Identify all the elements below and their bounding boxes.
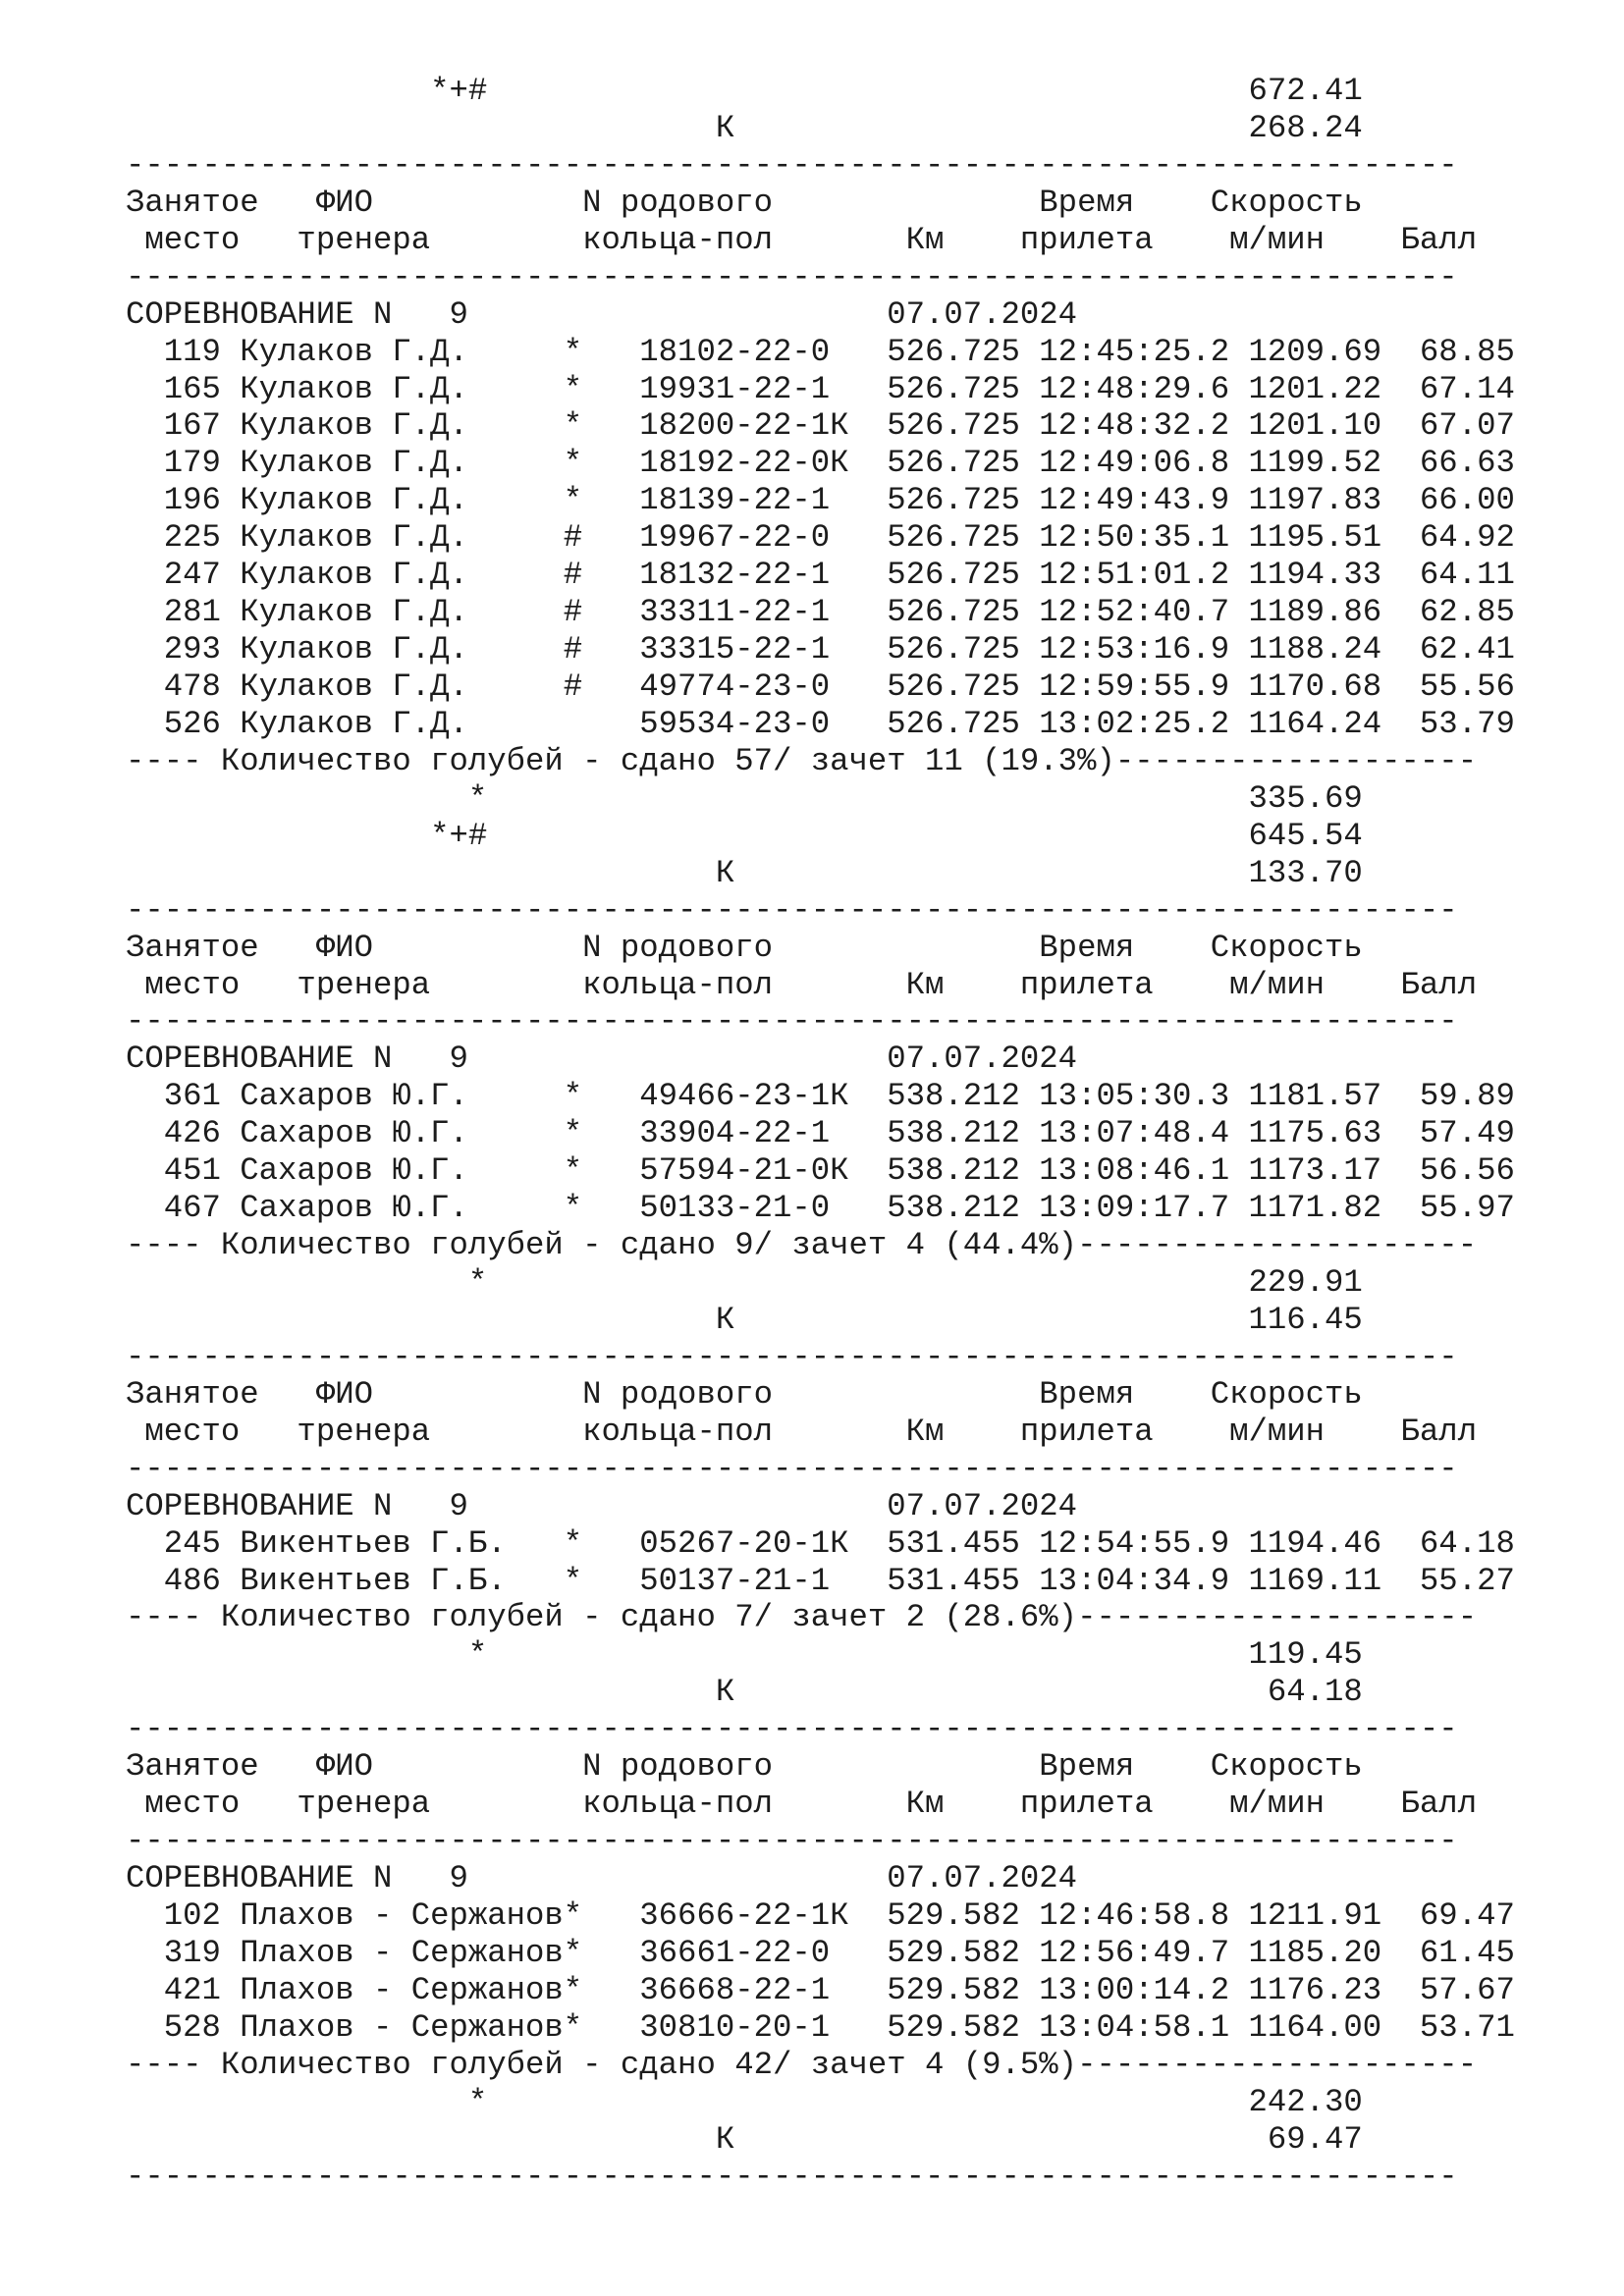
total-line: К 64.18 (126, 1674, 1363, 1711)
result-row: 486 Викентьев Г.Б. * 50137-21-1 531.455 13:04:34.9 1169.11 55.27 (126, 1562, 1515, 1599)
result-row: 467 Сахаров Ю.Г. * 50133-21-0 538.212 13:09:17.7 1171.82 55.97 (126, 1190, 1515, 1227)
result-row: 179 Кулаков Г.Д. * 18192-22-0К 526.725 12:49:06.8 1199.52 66.63 (126, 445, 1515, 482)
header-line: Занятое ФИО N родового Время Скорость (126, 929, 1363, 966)
result-row: 319 Плахов - Сержанов* 36661-22-0 529.582 12:56:49.7 1185.20 61.45 (126, 1934, 1515, 1971)
total-line: * 335.69 (126, 779, 1363, 817)
result-row: 245 Викентьев Г.Б. * 05267-20-1К 531.455 12:54:55.9 1194.46 64.18 (126, 1524, 1515, 1562)
result-row: 119 Кулаков Г.Д. * 18102-22-0 526.725 12:45:25.2 1209.69 68.85 (126, 333, 1515, 370)
separator-line: ---------------------------------------------------------------------- (126, 258, 1458, 295)
total-line: К 69.47 (126, 2120, 1363, 2158)
summary-line: ---- Количество голубей - сдано 7/ зачет 2 (28.6%)--------------------- (126, 1599, 1478, 1636)
header-line: место тренера кольца-пол Км прилета м/мин Балл (126, 1413, 1478, 1450)
result-row: 421 Плахов - Сержанов* 36668-22-1 529.582 13:00:14.2 1176.23 57.67 (126, 1971, 1515, 2008)
result-row: 478 Кулаков Г.Д. # 49774-23-0 526.725 12:59:55.9 1170.68 55.56 (126, 668, 1515, 705)
total-line: *+# 645.54 (126, 817, 1363, 854)
total-line: * 229.91 (126, 1264, 1363, 1301)
separator-line: ---------------------------------------------------------------------- (126, 1450, 1458, 1487)
summary-line: ---- Количество голубей - сдано 42/ зачет 4 (9.5%)--------------------- (126, 2046, 1478, 2083)
result-row: 426 Сахаров Ю.Г. * 33904-22-1 538.212 13:07:48.4 1175.63 57.49 (126, 1115, 1515, 1152)
result-row: 196 Кулаков Г.Д. * 18139-22-1 526.725 12:49:43.9 1197.83 66.00 (126, 482, 1515, 519)
result-row: 165 Кулаков Г.Д. * 19931-22-1 526.725 12:48:29.6 1201.22 67.14 (126, 370, 1515, 407)
result-row: 167 Кулаков Г.Д. * 18200-22-1К 526.725 12:48:32.2 1201.10 67.07 (126, 407, 1515, 445)
separator-line: ---------------------------------------------------------------------- (126, 146, 1458, 184)
result-row: 526 Кулаков Г.Д. 59534-23-0 526.725 13:02:25.2 1164.24 53.79 (126, 705, 1515, 742)
header-line: место тренера кольца-пол Км прилета м/мин Балл (126, 1786, 1478, 1823)
result-row: 451 Сахаров Ю.Г. * 57594-21-0К 538.212 13:08:46.1 1173.17 56.56 (126, 1152, 1515, 1190)
competition-line: СОРЕВНОВАНИЕ N 9 07.07.2024 (126, 1487, 1078, 1524)
result-row: 102 Плахов - Сержанов* 36666-22-1К 529.582 12:46:58.8 1211.91 69.47 (126, 1896, 1515, 1934)
header-line: место тренера кольца-пол Км прилета м/мин Балл (126, 966, 1478, 1003)
result-row: 293 Кулаков Г.Д. # 33315-22-1 526.725 12:53:16.9 1188.24 62.41 (126, 631, 1515, 668)
result-row: 225 Кулаков Г.Д. # 19967-22-0 526.725 12:50:35.1 1195.51 64.92 (126, 519, 1515, 557)
separator-line: ---------------------------------------------------------------------- (126, 1338, 1458, 1375)
total-line: * 119.45 (126, 1636, 1363, 1674)
result-row: 528 Плахов - Сержанов* 30810-20-1 529.582 13:04:58.1 1164.00 53.71 (126, 2008, 1515, 2046)
separator-line: ---------------------------------------------------------------------- (126, 1003, 1458, 1041)
competition-line: СОРЕВНОВАНИЕ N 9 07.07.2024 (126, 1860, 1078, 1896)
total-line: * 242.30 (126, 2083, 1363, 2120)
total-line: *+# 672.41 (126, 73, 1363, 109)
separator-line: ---------------------------------------------------------------------- (126, 891, 1458, 929)
header-line: Занятое ФИО N родового Время Скорость (126, 1375, 1363, 1413)
separator-line: ---------------------------------------------------------------------- (126, 1711, 1458, 1748)
summary-line: ---- Количество голубей - сдано 9/ зачет 4 (44.4%)--------------------- (126, 1227, 1478, 1264)
separator-line: ---------------------------------------------------------------------- (126, 1823, 1458, 1860)
header-line: Занятое ФИО N родового Время Скорость (126, 1748, 1363, 1786)
separator-line: ---------------------------------------------------------------------- (126, 2158, 1458, 2195)
competition-line: СОРЕВНОВАНИЕ N 9 07.07.2024 (126, 1041, 1078, 1078)
results-report (126, 73, 1515, 2195)
total-line: К 268.24 (126, 109, 1363, 146)
result-row: 281 Кулаков Г.Д. # 33311-22-1 526.725 12:52:40.7 1189.86 62.85 (126, 594, 1515, 631)
total-line: К 133.70 (126, 854, 1363, 891)
result-row: 247 Кулаков Г.Д. # 18132-22-1 526.725 12:51:01.2 1194.33 64.11 (126, 557, 1515, 594)
header-line: Занятое ФИО N родового Время Скорость (126, 184, 1363, 221)
total-line: К 116.45 (126, 1301, 1363, 1338)
header-line: место тренера кольца-пол Км прилета м/мин Балл (126, 221, 1478, 258)
result-row: 361 Сахаров Ю.Г. * 49466-23-1К 538.212 13:05:30.3 1181.57 59.89 (126, 1078, 1515, 1115)
summary-line: ---- Количество голубей - сдано 57/ зачет 11 (19.3%)------------------- (126, 742, 1478, 779)
competition-line: СОРЕВНОВАНИЕ N 9 07.07.2024 (126, 295, 1078, 333)
